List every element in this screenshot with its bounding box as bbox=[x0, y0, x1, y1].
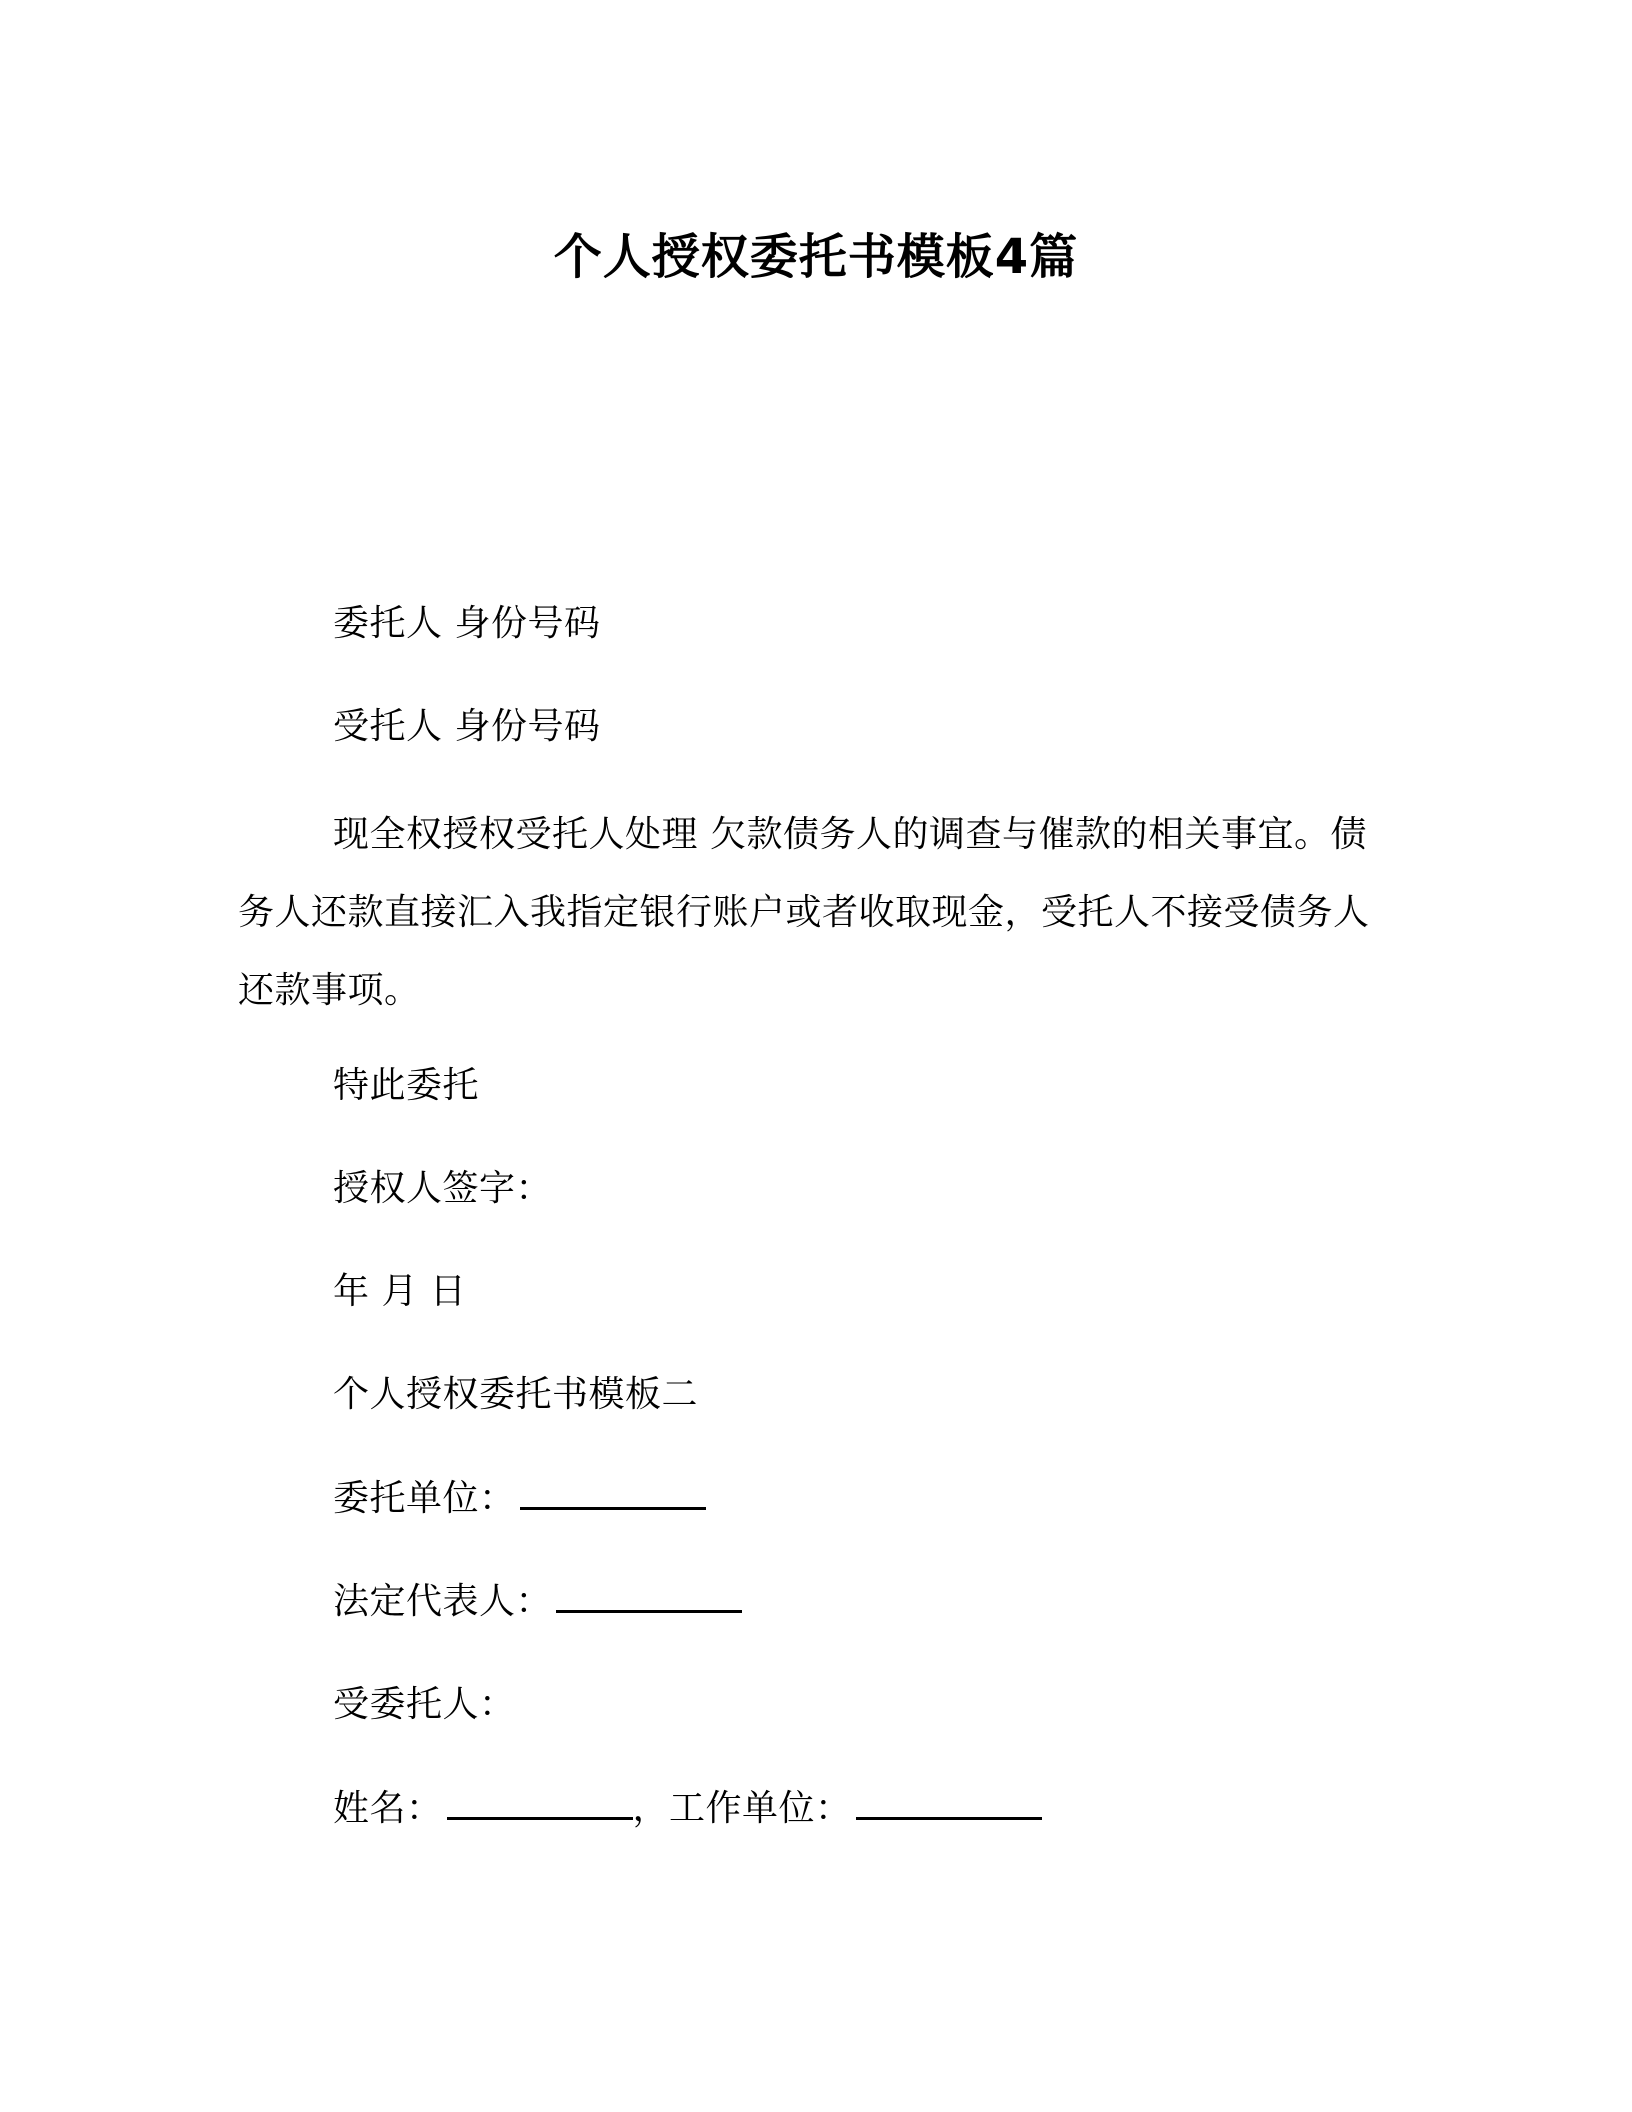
hereby-entrust: 特此委托 bbox=[333, 1065, 480, 1106]
template-two-heading: 个人授权委托书模板二 bbox=[333, 1374, 699, 1415]
name-label: 姓名： bbox=[333, 1788, 443, 1829]
entrusting-unit-row bbox=[333, 1470, 706, 1521]
date-line: 年 月 日 bbox=[333, 1271, 467, 1312]
signature-label: 授权人签字： bbox=[333, 1168, 553, 1209]
entrusting-unit-blank bbox=[520, 1477, 706, 1510]
name-work-unit-row bbox=[333, 1780, 1042, 1831]
legal-rep-label: 法定代表人： bbox=[333, 1581, 553, 1622]
trustee-label: 受委托人： bbox=[333, 1684, 516, 1725]
agent-line: 受托人 身份号码 bbox=[333, 706, 601, 747]
document-title: 个人授权委托书模板4篇 bbox=[553, 229, 1079, 285]
legal-rep-row bbox=[333, 1573, 742, 1624]
work-unit-label: 工作单位： bbox=[669, 1788, 852, 1829]
work-unit-blank bbox=[856, 1787, 1042, 1820]
legal-rep-blank bbox=[556, 1580, 742, 1613]
authorization-paragraph: 现全权授权受托人处理 欠款债务人的调查与催款的相关事宜。债务人还款直接汇入我指定银行账户或者收取现金，受托人不接受债务人还款事项。 bbox=[238, 814, 1370, 1011]
entrusting-unit-label: 委托单位： bbox=[333, 1478, 516, 1519]
name-blank bbox=[447, 1787, 633, 1820]
principal-line: 委托人 身份号码 bbox=[333, 603, 601, 644]
name-separator: ， bbox=[632, 1788, 670, 1829]
